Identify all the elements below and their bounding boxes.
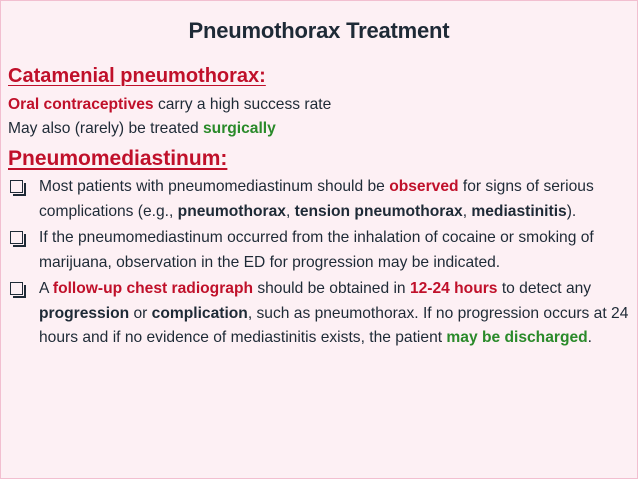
bullet-item-3 <box>8 277 630 351</box>
progression-text: progression <box>39 304 130 322</box>
bullet-1-sep-1: , <box>285 202 295 220</box>
hours-range-text: 12-24 hours <box>409 280 498 297</box>
surgically-text: surgically <box>203 120 276 137</box>
bullet-1-end: ). <box>566 202 577 220</box>
bullet-1-text-b: for signs of serious complications (e.g., <box>39 178 594 220</box>
checkbox-bullet-icon <box>10 282 23 295</box>
bullet-3-end: . <box>587 329 593 346</box>
bullet-3-text-c: to detect any <box>497 280 592 297</box>
checkbox-bullet-icon <box>10 180 23 193</box>
bullet-3-text-a: A <box>39 280 53 297</box>
tension-pneumothorax-text: tension pneumothorax <box>294 202 463 220</box>
slide-content <box>8 63 630 351</box>
catamenial-line-1 <box>8 93 630 117</box>
pneumomediastinum-heading: Pneumomediastinum: <box>8 147 228 170</box>
pneumothorax-text: pneumothorax <box>177 202 286 220</box>
bullet-1-text-a: Most patients with pneumomediastinum should be <box>39 178 390 195</box>
bullet-3-text-e: , such as pneumothorax. If no progression occurs at 24 hours and if no evidence of mediastinitis exists, the patient <box>39 304 629 346</box>
mediastinitis-text: mediastinitis <box>471 202 567 220</box>
catamenial-heading <box>8 63 630 89</box>
bullet-1-sep-2: , <box>462 202 472 220</box>
observed-text: observed <box>389 178 459 195</box>
slide-title: Pneumothorax Treatment <box>188 18 450 43</box>
checkbox-bullet-icon <box>10 231 23 244</box>
may-be-discharged-text: may be discharged <box>446 329 588 346</box>
catamenial-heading-text: Catamenial pneumothorax: <box>8 65 266 87</box>
bullet-3-text-b: should be obtained in <box>253 280 410 297</box>
oral-contraceptives-text: Oral contraceptives <box>8 96 154 113</box>
bullet-item-1 <box>8 175 630 224</box>
bullet-3-text-d: or <box>129 304 152 322</box>
rarely-treated-text: May also (rarely) be treated <box>8 120 203 137</box>
bullet-item-2 <box>8 226 630 275</box>
bullet-2-text: If the pneumomediastinum occurred from the inhalation of cocaine or smoking of marijuana, observation in the ED for progression may be indicated. <box>39 229 594 271</box>
complication-text: complication <box>151 304 248 322</box>
success-rate-text: carry a high success rate <box>153 96 332 113</box>
catamenial-line-2 <box>8 117 630 141</box>
follow-up-radiograph-text: follow-up chest radiograph <box>52 280 253 297</box>
